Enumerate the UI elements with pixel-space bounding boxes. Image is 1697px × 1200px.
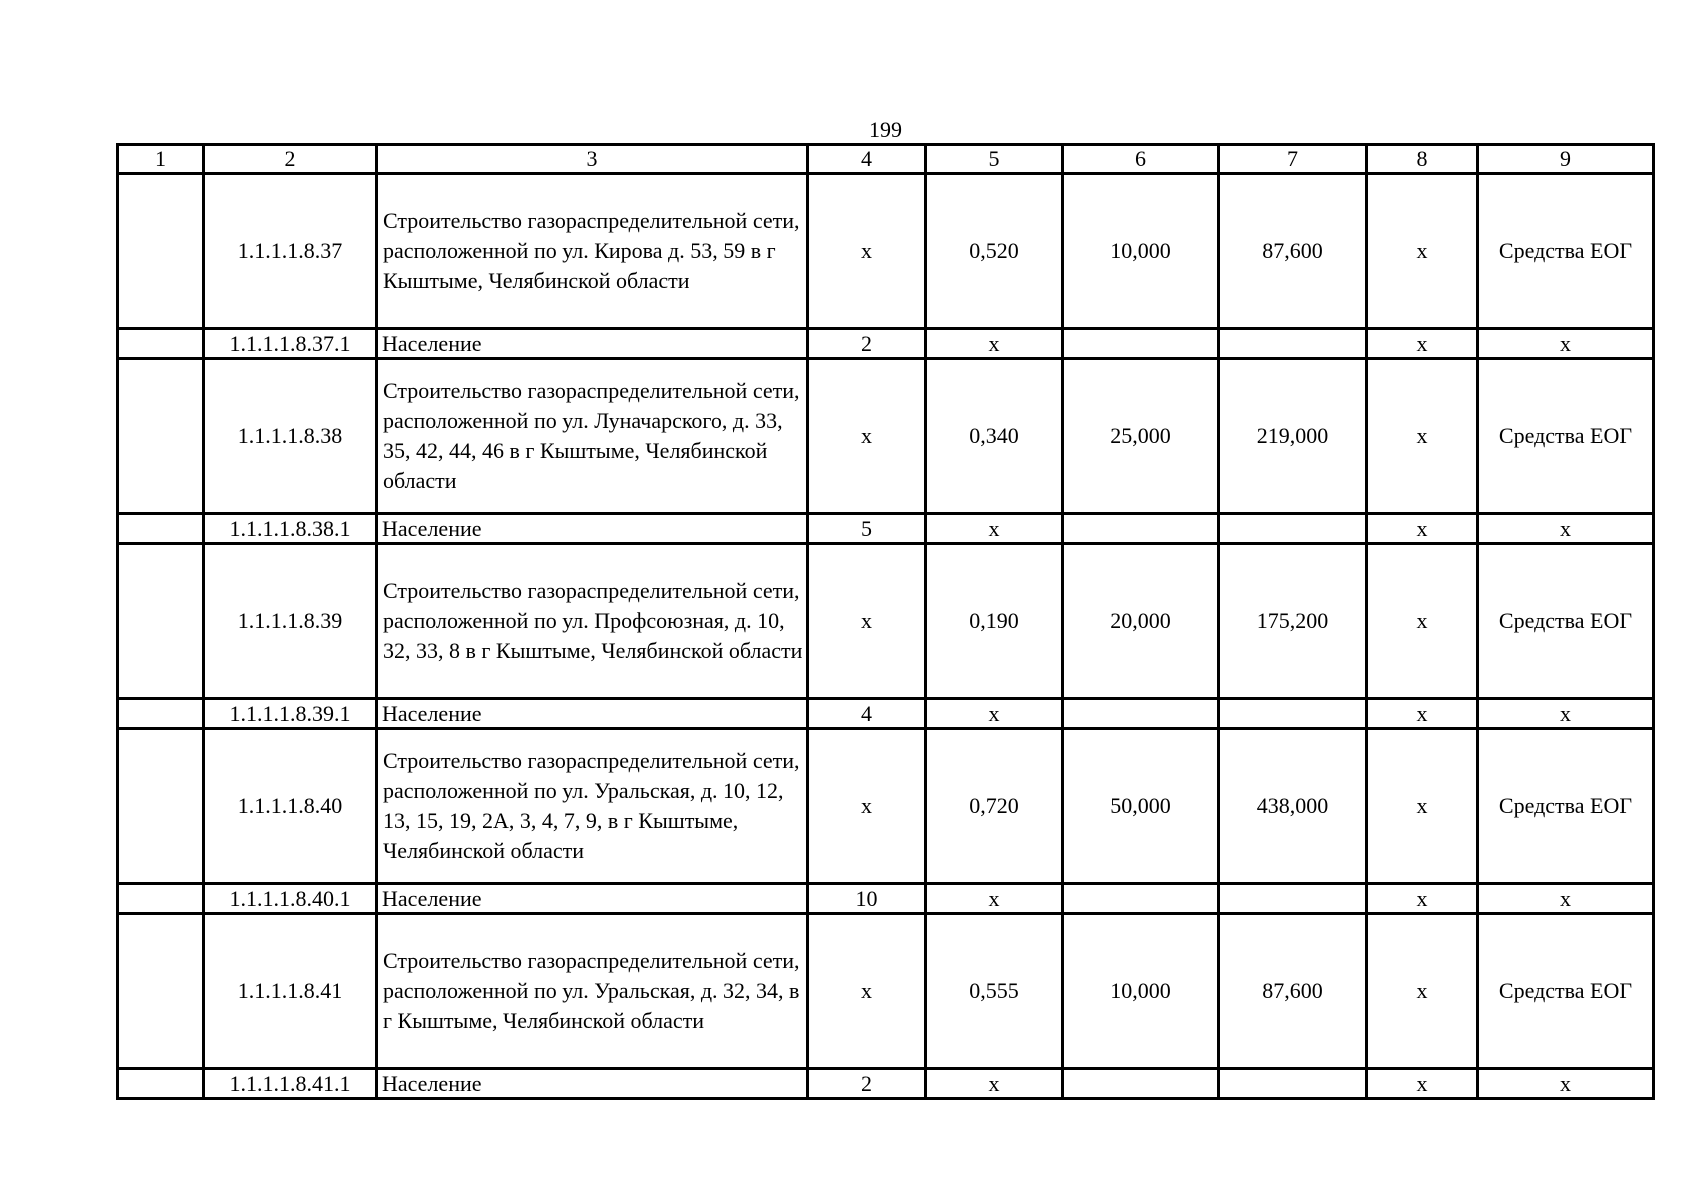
cell-col5: х xyxy=(926,699,1063,729)
cell-col8: х xyxy=(1367,1069,1478,1099)
cell-name: Строительство газораспределительной сети, расположенной по ул. Уральская, д. 10, 12, 13, 15, 19, 2А, 3, 4, 7, 9, в г Кыштыме, Челябинской области xyxy=(377,729,808,884)
table-row-population xyxy=(118,514,1654,544)
table-row-population xyxy=(118,1069,1654,1099)
cell-funding-source: Средства ЕОГ xyxy=(1478,544,1654,699)
cell-code: 1.1.1.1.8.39.1 xyxy=(204,699,377,729)
cell-col9: х xyxy=(1478,514,1654,544)
cell-name: Строительство газораспределительной сети, расположенной по ул. Профсоюзная, д. 10, 32, 33, 8 в г Кыштыме, Челябинской области xyxy=(377,544,808,699)
cell-col7: 87,600 xyxy=(1219,914,1367,1069)
cell-col5: х xyxy=(926,1069,1063,1099)
cell-col6 xyxy=(1063,329,1219,359)
cell-col4: х xyxy=(808,544,926,699)
cell-col9: х xyxy=(1478,699,1654,729)
cell-code: 1.1.1.1.8.41 xyxy=(204,914,377,1069)
cell-num xyxy=(118,884,204,914)
cell-col4: х xyxy=(808,914,926,1069)
table-row-project xyxy=(118,729,1654,884)
cell-col4: х xyxy=(808,359,926,514)
cell-col4: х xyxy=(808,174,926,329)
cell-code: 1.1.1.1.8.39 xyxy=(204,544,377,699)
column-header-5: 5 xyxy=(926,145,1063,174)
cell-col4: 2 xyxy=(808,1069,926,1099)
cell-col7 xyxy=(1219,884,1367,914)
cell-col7 xyxy=(1219,514,1367,544)
cell-num xyxy=(118,359,204,514)
cell-code: 1.1.1.1.8.38.1 xyxy=(204,514,377,544)
cell-col8: х xyxy=(1367,174,1478,329)
cell-col5: 0,190 xyxy=(926,544,1063,699)
column-header-2: 2 xyxy=(204,145,377,174)
column-header-4: 4 xyxy=(808,145,926,174)
cell-col5: х xyxy=(926,514,1063,544)
table-row-population xyxy=(118,699,1654,729)
column-header-1: 1 xyxy=(118,145,204,174)
cell-col5: 0,720 xyxy=(926,729,1063,884)
table-row-project xyxy=(118,544,1654,699)
cell-col8: х xyxy=(1367,359,1478,514)
cell-num xyxy=(118,729,204,884)
table-row-project xyxy=(118,914,1654,1069)
cell-col9: х xyxy=(1478,884,1654,914)
table-row-project xyxy=(118,359,1654,514)
cell-col6 xyxy=(1063,1069,1219,1099)
cell-col8: х xyxy=(1367,514,1478,544)
cell-col4: 2 xyxy=(808,329,926,359)
cell-col4: 5 xyxy=(808,514,926,544)
cell-col8: х xyxy=(1367,544,1478,699)
cell-num xyxy=(118,514,204,544)
table-row-population xyxy=(118,329,1654,359)
table-row-population xyxy=(118,884,1654,914)
cell-name: Население xyxy=(377,699,808,729)
cell-col9: х xyxy=(1478,329,1654,359)
cell-num xyxy=(118,699,204,729)
cell-col6 xyxy=(1063,699,1219,729)
cell-col6: 20,000 xyxy=(1063,544,1219,699)
cell-col6: 50,000 xyxy=(1063,729,1219,884)
cell-name: Население xyxy=(377,1069,808,1099)
cell-col6: 25,000 xyxy=(1063,359,1219,514)
cell-name: Население xyxy=(377,514,808,544)
cell-col7 xyxy=(1219,1069,1367,1099)
cell-funding-source: Средства ЕОГ xyxy=(1478,914,1654,1069)
cell-col4: 4 xyxy=(808,699,926,729)
cell-col8: х xyxy=(1367,729,1478,884)
column-header-6: 6 xyxy=(1063,145,1219,174)
cell-col6 xyxy=(1063,884,1219,914)
cell-num xyxy=(118,329,204,359)
cell-col6: 10,000 xyxy=(1063,914,1219,1069)
cell-col7: 219,000 xyxy=(1219,359,1367,514)
cell-code: 1.1.1.1.8.37 xyxy=(204,174,377,329)
cell-col5: 0,520 xyxy=(926,174,1063,329)
cell-code: 1.1.1.1.8.40.1 xyxy=(204,884,377,914)
cell-num xyxy=(118,1069,204,1099)
table-row-project xyxy=(118,174,1654,329)
cell-code: 1.1.1.1.8.40 xyxy=(204,729,377,884)
cell-col5: х xyxy=(926,329,1063,359)
cell-num xyxy=(118,174,204,329)
cell-name: Население xyxy=(377,329,808,359)
column-header-7: 7 xyxy=(1219,145,1367,174)
cell-col9: х xyxy=(1478,1069,1654,1099)
cell-name: Строительство газораспределительной сети, расположенной по ул. Уральская, д. 32, 34, в г Кыштыме, Челябинской области xyxy=(377,914,808,1069)
column-header-9: 9 xyxy=(1478,145,1654,174)
cell-col5: х xyxy=(926,884,1063,914)
cell-funding-source: Средства ЕОГ xyxy=(1478,359,1654,514)
cell-col7 xyxy=(1219,699,1367,729)
cell-name: Строительство газораспределительной сети, расположенной по ул. Кирова д. 53, 59 в г Кыштыме, Челябинской области xyxy=(377,174,808,329)
cell-col7: 438,000 xyxy=(1219,729,1367,884)
cell-col5: 0,340 xyxy=(926,359,1063,514)
cell-num xyxy=(118,544,204,699)
column-header-8: 8 xyxy=(1367,145,1478,174)
cell-num xyxy=(118,914,204,1069)
cell-col8: х xyxy=(1367,884,1478,914)
cell-funding-source: Средства ЕОГ xyxy=(1478,729,1654,884)
cell-col8: х xyxy=(1367,699,1478,729)
column-number-header xyxy=(118,145,1654,174)
cell-col8: х xyxy=(1367,914,1478,1069)
column-header-3: 3 xyxy=(377,145,808,174)
cell-code: 1.1.1.1.8.38 xyxy=(204,359,377,514)
cell-col6: 10,000 xyxy=(1063,174,1219,329)
cell-col6 xyxy=(1063,514,1219,544)
page-number: 199 xyxy=(869,117,902,142)
cell-funding-source: Средства ЕОГ xyxy=(1478,174,1654,329)
cell-col7 xyxy=(1219,329,1367,359)
cell-col7: 87,600 xyxy=(1219,174,1367,329)
cell-name: Строительство газораспределительной сети, расположенной по ул. Луначарского, д. 33, 35, 42, 44, 46 в г Кыштыме, Челябинской области xyxy=(377,359,808,514)
cell-name: Население xyxy=(377,884,808,914)
cell-col5: 0,555 xyxy=(926,914,1063,1069)
cell-col4: 10 xyxy=(808,884,926,914)
cell-col7: 175,200 xyxy=(1219,544,1367,699)
cell-col4: х xyxy=(808,729,926,884)
projects-table xyxy=(116,143,1655,1100)
cell-col8: х xyxy=(1367,329,1478,359)
cell-code: 1.1.1.1.8.41.1 xyxy=(204,1069,377,1099)
cell-code: 1.1.1.1.8.37.1 xyxy=(204,329,377,359)
